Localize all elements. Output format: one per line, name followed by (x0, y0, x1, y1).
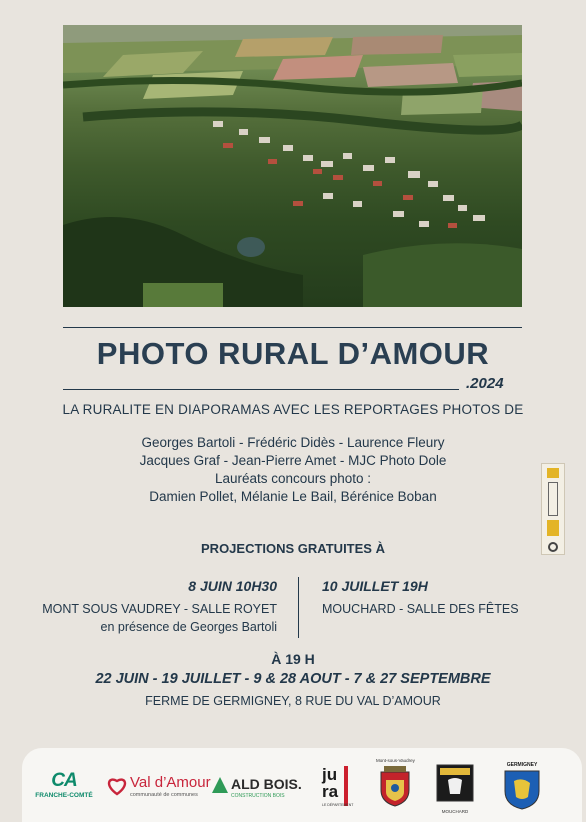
germigney-shield-icon (502, 769, 542, 811)
mont-shield-icon (378, 766, 412, 808)
event-left-note: en présence de Georges Bartoli (100, 620, 277, 634)
germigney-label: GERMIGNEY (506, 762, 538, 768)
poster-subtitle: LA RURALITE EN DIAPORAMAS AVEC LES REPORTAGES PHOTOS DE (62, 402, 524, 417)
badge-tri-block (547, 520, 559, 536)
val-damour-logo (106, 774, 211, 806)
valdamour-sub: communauté de communes (130, 792, 198, 798)
recurring-venue: FERME DE GERMIGNEY, 8 RUE DU VAL D’AMOUR (145, 694, 441, 708)
mouchard-shield-icon (436, 764, 474, 802)
badge-frame (548, 482, 558, 516)
mouchard-crest (436, 764, 474, 812)
heart-icon (106, 776, 128, 796)
ca-region: FRANCHE-COMTÉ (35, 792, 93, 799)
projections-heading: PROJECTIONS GRATUITES À (201, 541, 385, 556)
title-bottom-rule (63, 389, 459, 390)
aerial-village-photo (63, 25, 522, 307)
event-left (42, 577, 277, 636)
names-line-1: Georges Bartoli - Frédéric Didès - Laurence Fleury (141, 435, 445, 450)
event-right (322, 577, 519, 618)
jura-logo (322, 766, 358, 810)
valdamour-name: Val d’Amour (130, 774, 211, 791)
ald-bois-logo (212, 776, 308, 806)
laureats-label: Lauréats concours photo : (214, 471, 372, 486)
photographers-list (0, 434, 586, 506)
laureats-names: Damien Pollet, Mélanie Le Bail, Bérénice Boban (149, 489, 437, 504)
badge-yellow-block (547, 468, 559, 478)
jura-sub: LE DÉPARTEMENT (322, 803, 354, 807)
germigney-crest (500, 762, 544, 814)
recurring-dates: 22 JUIN - 19 JUILLET - 9 & 28 AOUT - 7 & 27 SEPTEMBRE (95, 671, 491, 687)
names-line-2: Jacques Graf - Jean-Pierre Amet - MJC Photo Dole (139, 453, 447, 468)
poster-year: .2024 (466, 375, 504, 392)
aerial-photo-art (63, 25, 522, 307)
mont-label: Mont-sous-Vaudrey (376, 758, 415, 763)
event-left-venue: MONT SOUS VAUDREY - SALLE ROYET (42, 602, 277, 616)
ald-name: ALD BOIS. (231, 776, 302, 792)
event-right-date: 10 JUILLET 19H (322, 578, 428, 594)
events-divider (298, 577, 299, 638)
credit-agricole-logo (32, 770, 96, 810)
recurring-time: À 19 H (271, 651, 315, 667)
sponsors-footer (22, 748, 582, 822)
event-right-venue: MOUCHARD - SALLE DES FÊTES (322, 602, 519, 616)
ca-letters: CA (51, 770, 77, 791)
mont-sous-vaudrey-crest (376, 758, 414, 812)
ald-sub: CONSTRUCTION BOIS (231, 793, 285, 799)
ald-leaf-icon (212, 777, 228, 793)
event-left-date: 8 JUIN 10H30 (188, 578, 277, 594)
poster-title: PHOTO RURAL D’AMOUR (96, 336, 490, 371)
jura-red-bar (344, 766, 348, 806)
mouchard-label: MOUCHARD (441, 809, 469, 814)
title-top-rule (63, 327, 522, 328)
jura-name: jura (322, 765, 339, 801)
